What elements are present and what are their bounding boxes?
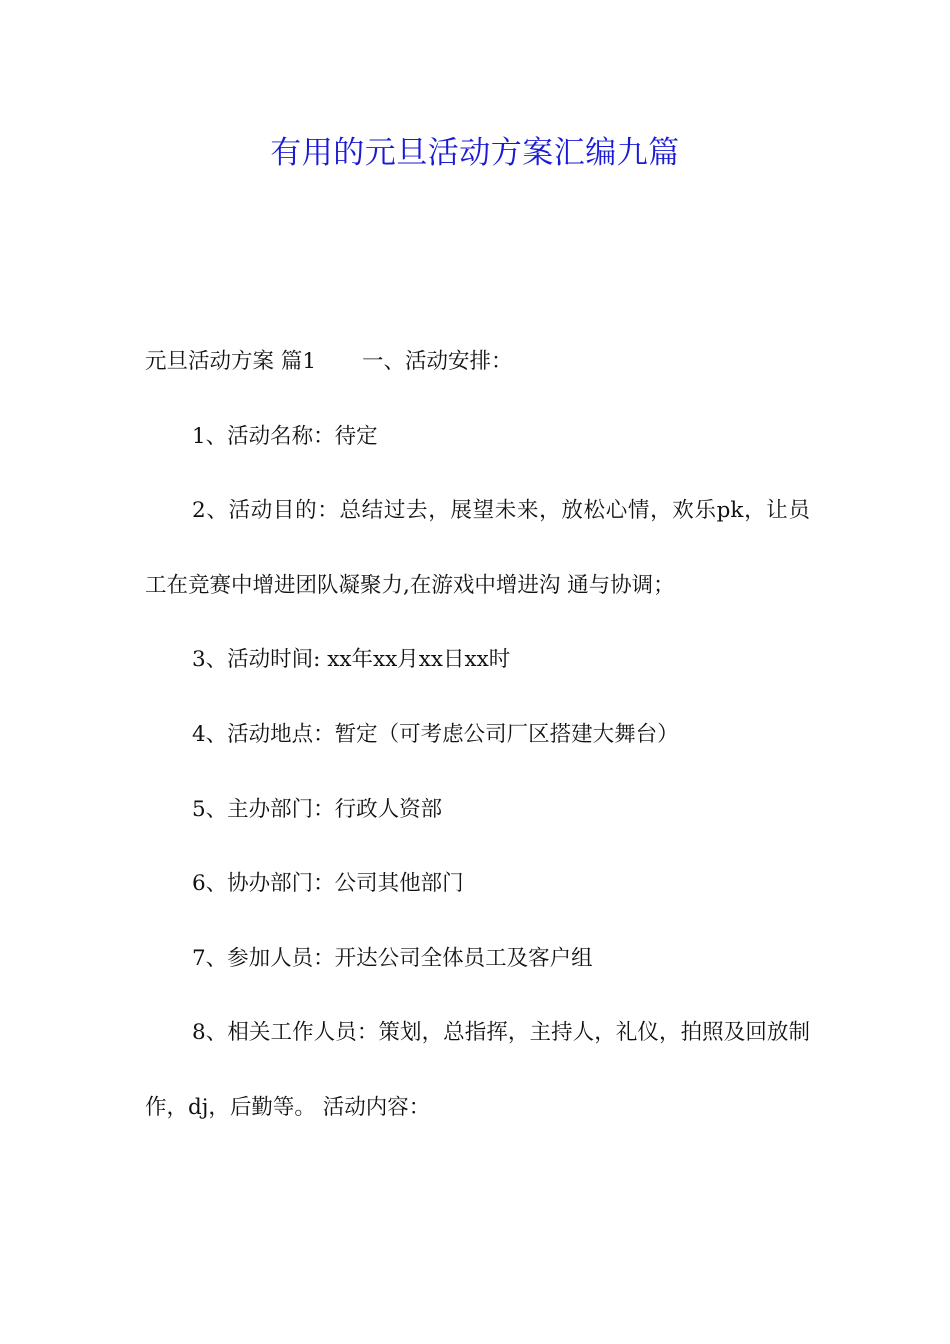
paragraph-activity-time: 3、活动时间: xx年xx月xx日xx时 [192,647,511,673]
document-title: 有用的元旦活动方案汇编九篇 [270,135,680,171]
paragraph-staff: 8、相关工作人员：策划，总指挥，主持人，礼仪，拍照及回放制作，dj，后勤等。 活动内容： [145,1020,810,1120]
paragraph-organizer: 5、主办部门：行政人资部 [192,796,443,822]
intro-line [145,325,810,400]
document-body [145,325,810,1146]
paragraph-participants: 7、参加人员：开达公司全体员工及客户组 [192,945,593,971]
paragraph-activity-name: 1、活动名称：待定 [192,423,378,449]
paragraph-activity-location: 4、活动地点：暂定（可考虑公司厂区搭建大舞台） [192,721,679,747]
paragraph-co-organizer: 6、协办部门：公司其他部门 [192,871,464,897]
paragraph-activity-purpose: 2、活动目的：总结过去，展望未来，放松心情，欢乐pk，让员工在竞赛中增进团队凝聚力,在游戏中增进沟 通与协调； [145,498,810,598]
section-heading: 一、活动安排： [362,349,513,374]
section-label: 元旦活动方案 篇1 [145,349,317,374]
